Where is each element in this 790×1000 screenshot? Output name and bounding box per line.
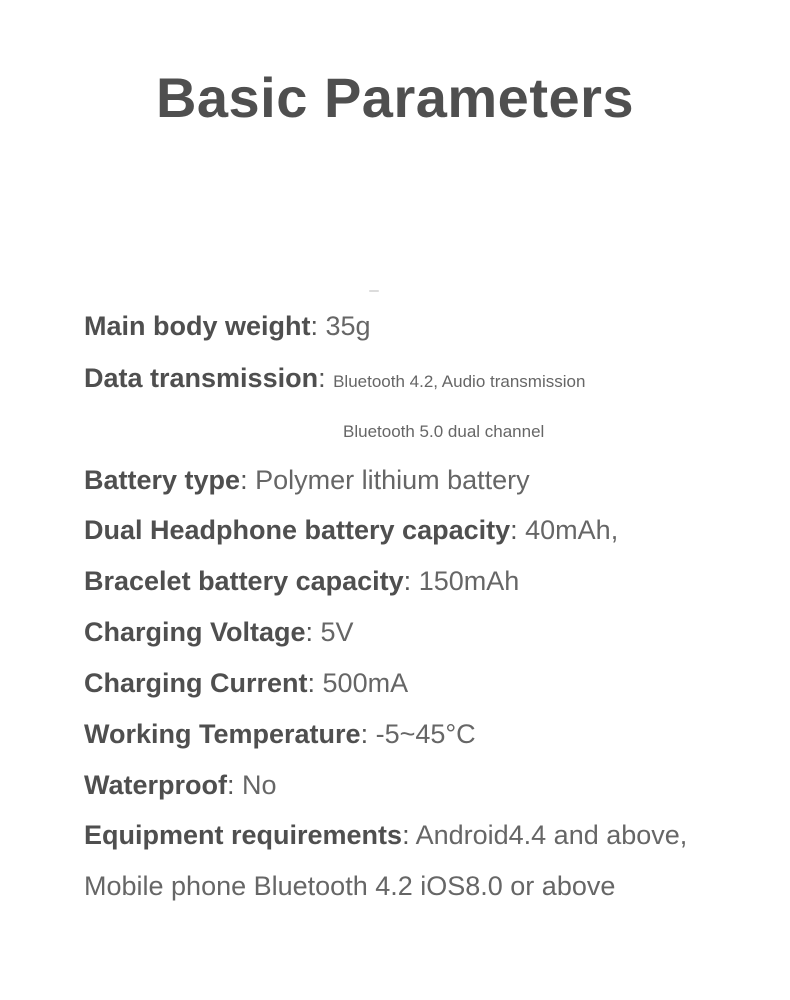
- param-value-continuation: Mobile phone Bluetooth 4.2 iOS8.0 or above: [84, 871, 616, 901]
- param-value: Android4.4 and above,: [415, 820, 688, 850]
- param-battery-type: Battery type: Polymer lithium battery: [84, 465, 530, 495]
- param-label: Battery type: [84, 465, 241, 495]
- param-value-continuation: Bluetooth 5.0 dual channel: [343, 422, 545, 441]
- param-bracelet-battery: Bracelet battery capacity: 150mAh: [84, 566, 520, 596]
- param-label: Main body weight: [84, 311, 311, 341]
- param-label: Charging Current: [84, 668, 308, 698]
- param-label: Working Temperature: [84, 719, 361, 749]
- param-label: Data transmission: [84, 363, 319, 393]
- param-label: Dual Headphone battery capacity: [84, 515, 511, 545]
- param-dual-headphone-battery: Dual Headphone battery capacity: 40mAh,: [84, 515, 619, 545]
- param-label: Waterproof: [84, 770, 227, 800]
- param-value: 500mA: [322, 668, 409, 698]
- param-charging-voltage: Charging Voltage: 5V: [84, 617, 354, 647]
- page-title: Basic Parameters: [155, 66, 635, 129]
- param-value: 40mAh,: [525, 515, 619, 545]
- param-data-transmission: Data transmission: Bluetooth 4.2, Audio transmission: [84, 363, 586, 393]
- param-value: -5~45°C: [375, 719, 476, 749]
- param-label: Bracelet battery capacity: [84, 566, 404, 596]
- param-value: Bluetooth 4.2, Audio transmission: [333, 372, 586, 391]
- param-label: Equipment requirements: [84, 820, 403, 850]
- param-working-temperature: Working Temperature: -5~45°C: [84, 719, 476, 749]
- param-value: 5V: [320, 617, 354, 647]
- param-value: Polymer lithium battery: [255, 465, 530, 495]
- param-main-body-weight: Main body weight: 35g: [84, 311, 371, 341]
- param-value: 35g: [325, 311, 371, 341]
- param-charging-current: Charging Current: 500mA: [84, 668, 409, 698]
- param-value: No: [242, 770, 277, 800]
- param-value: 150mAh: [418, 566, 520, 596]
- param-label: Charging Voltage: [84, 617, 306, 647]
- param-waterproof: Waterproof: No: [84, 770, 277, 800]
- decorative-dot: [369, 290, 379, 292]
- param-equipment-requirements: Equipment requirements: Android4.4 and above,: [84, 820, 688, 850]
